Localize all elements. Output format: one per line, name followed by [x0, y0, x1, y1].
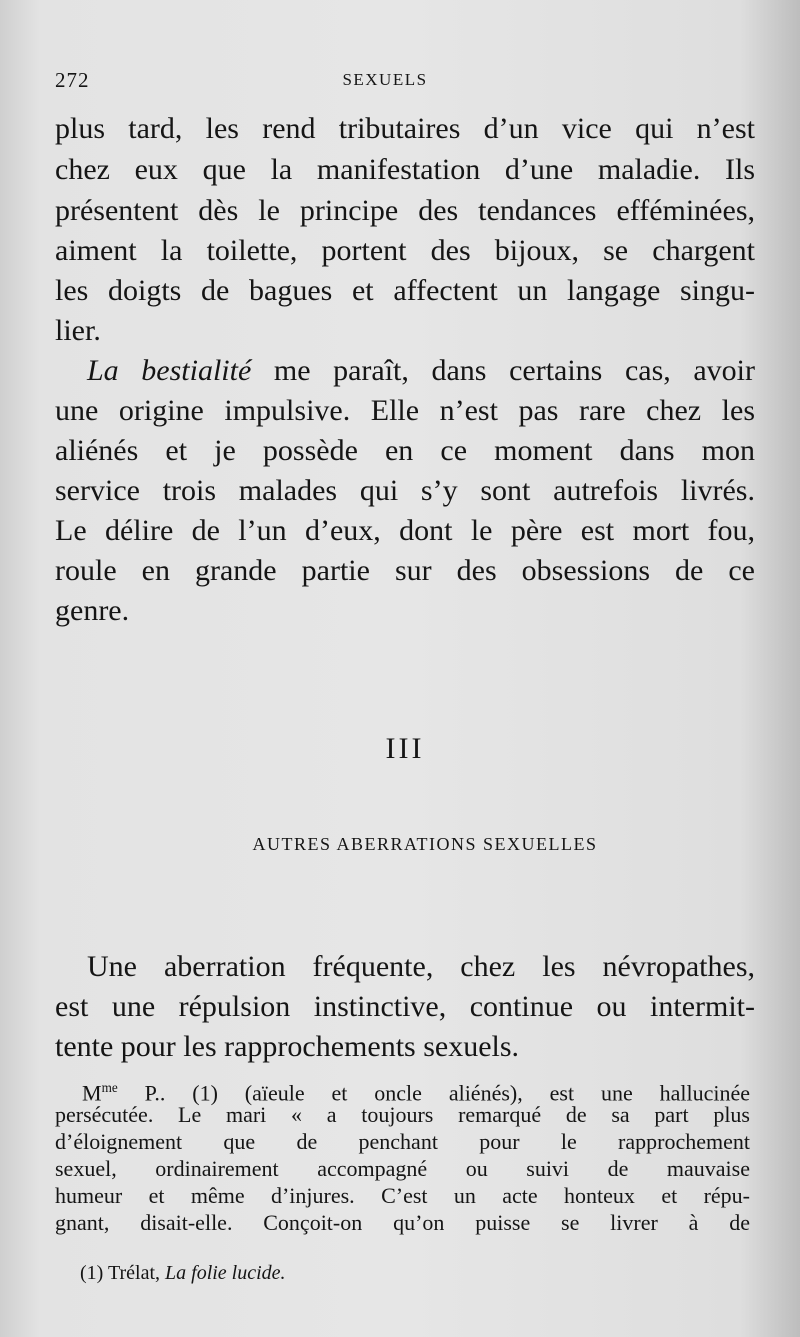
- body-line: présentent dès le principe des tendances efféminées,: [55, 194, 755, 227]
- body-line: Le délire de l’un d’eux, dont le père est mort fou,: [55, 514, 755, 547]
- case-line: gnant, disait-elle. Conçoit-on qu’on puisse se livrer à de: [55, 1210, 750, 1235]
- body-line: roule en grande partie sur des obsessions de ce: [55, 554, 755, 587]
- line-text: P.. (1) (aïeule et oncle aliénés), est une hallucinée: [117, 1080, 750, 1106]
- page-header: [55, 68, 755, 98]
- body-line: plus tard, les rend tributaires d’un vice qui n’est: [55, 112, 755, 145]
- body-line: [87, 352, 755, 390]
- footnote-title: La folie lucide.: [165, 1262, 286, 1284]
- footnote-author: Trélat,: [107, 1262, 161, 1284]
- body-line: chez eux que la manifestation d’une maladie. Ils: [55, 153, 755, 186]
- page-number: 272: [55, 68, 90, 92]
- line-text: me paraît, dans certains cas, avoir: [273, 354, 755, 387]
- case-line: d’éloignement que de penchant pour le rapprochement: [55, 1129, 750, 1154]
- case-line: humeur et même d’injures. C’est un acte honteux et répu-: [55, 1183, 750, 1208]
- case-line: sexuel, ordinairement accompagné ou suivi de mauvaise: [55, 1156, 750, 1181]
- footnote-marker: (1): [80, 1262, 104, 1284]
- footnote: [80, 1262, 286, 1285]
- italic-term: La bestialité: [87, 354, 252, 387]
- body-line: Une aberration fréquente, chez les névropathes,: [87, 950, 755, 983]
- body-line: tente pour les rapprochements sexuels.: [55, 1030, 520, 1063]
- running-head: SEXUELS: [342, 70, 428, 89]
- case-prefix: M: [82, 1080, 102, 1106]
- body-line: aiment la toilette, portent des bijoux, se chargent: [55, 234, 755, 267]
- body-line: une origine impulsive. Elle n’est pas rare chez les: [55, 394, 755, 427]
- body-line: est une répulsion instinctive, continue ou intermit-: [55, 990, 755, 1023]
- section-title: AUTRES ABERRATIONS SEXUELLES: [252, 834, 598, 854]
- body-line: genre.: [55, 594, 130, 627]
- body-line: lier.: [55, 314, 101, 347]
- case-line: persécutée. Le mari « a toujours remarqué de sa part plus: [55, 1102, 750, 1127]
- body-line: aliénés et je possède en ce moment dans mon: [55, 434, 755, 467]
- case-superscript: me: [101, 1080, 118, 1095]
- body-line: les doigts de bagues et affectent un langage singu-: [55, 274, 755, 307]
- section-number: III: [385, 732, 425, 765]
- body-line: service trois malades qui s’y sont autrefois livrés.: [55, 474, 755, 507]
